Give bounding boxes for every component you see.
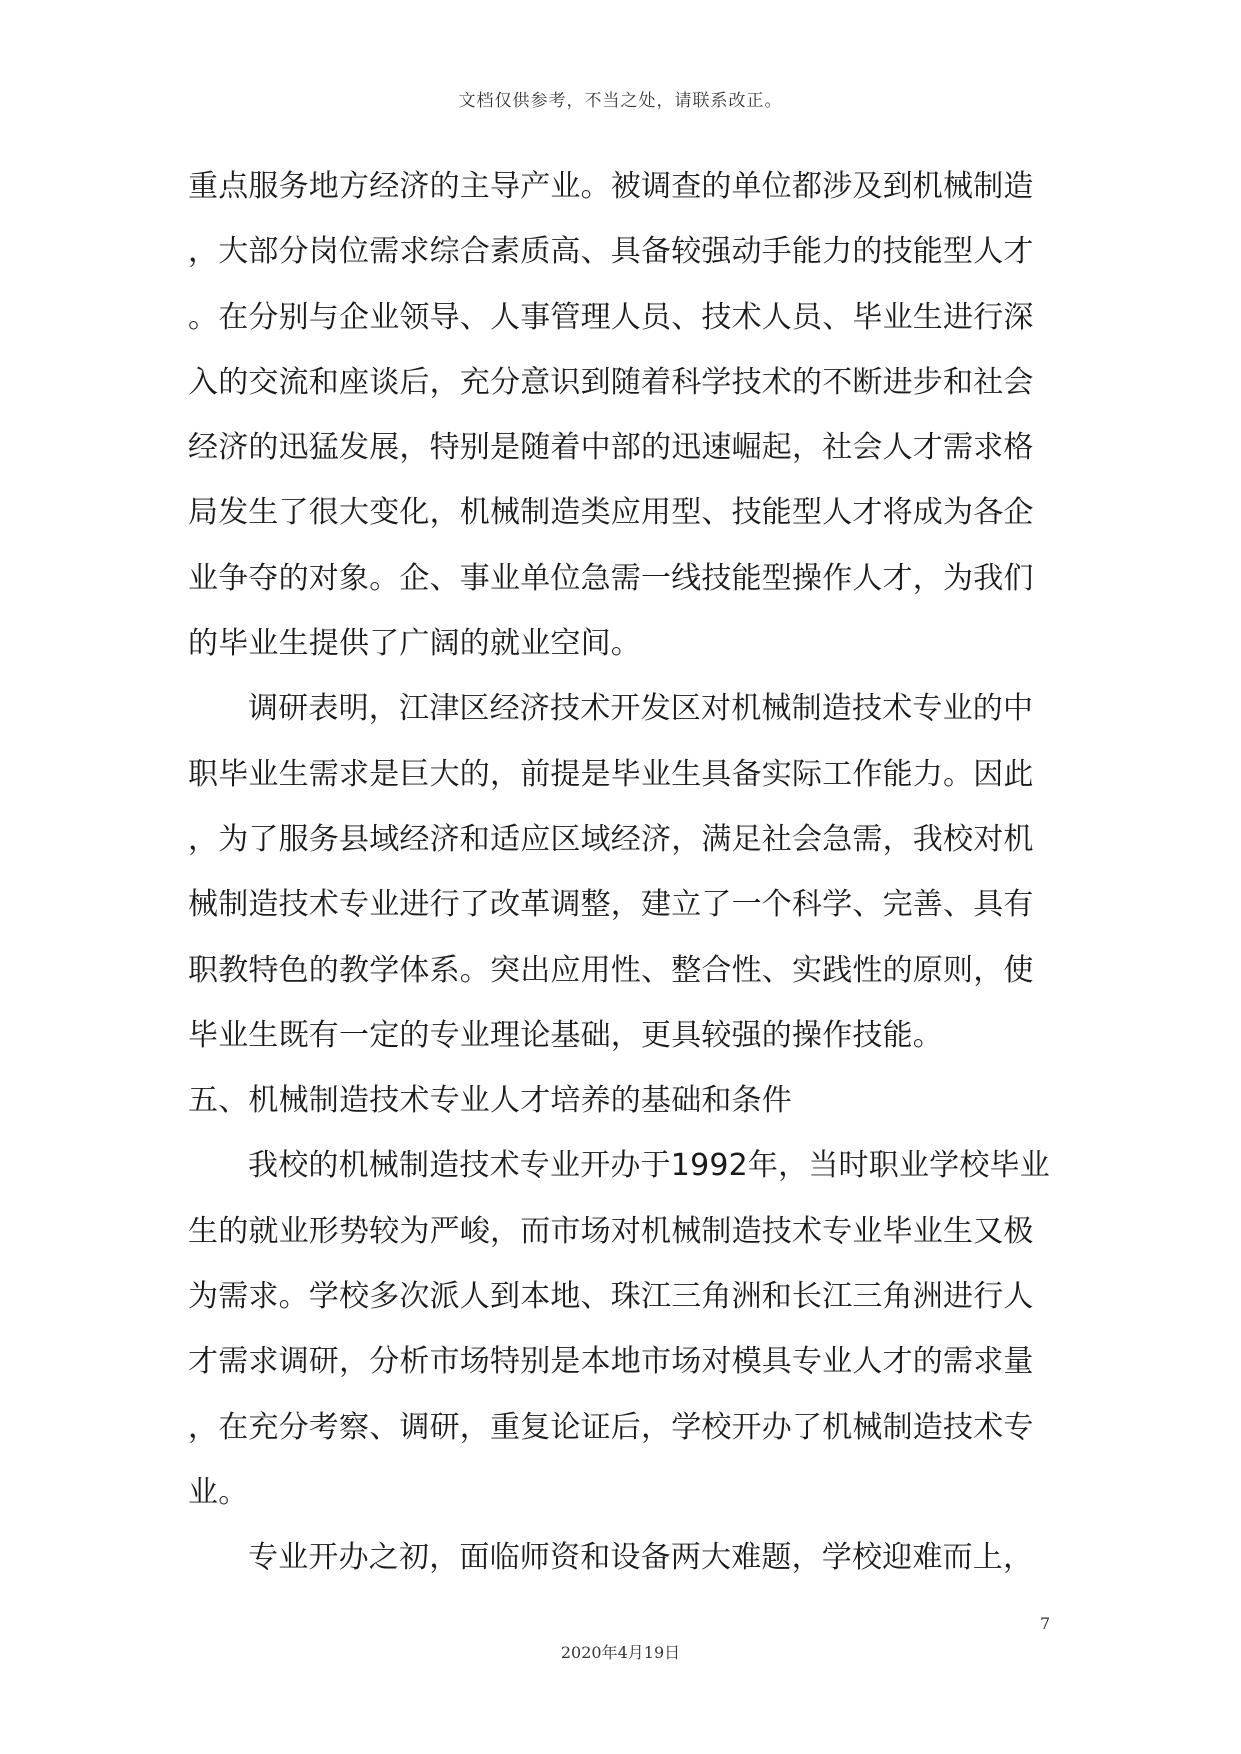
text-line: 械制造技术专业进行了改革调整，建立了一个科学、完善、具有	[188, 887, 1034, 923]
text-line: 毕业生既有一定的专业理论基础，更具较强的操作技能。	[188, 1017, 943, 1053]
text-line: ，大部分岗位需求综合素质高、具备较强动手能力的技能型人才	[188, 234, 1034, 270]
text-line: ，为了服务县域经济和适应区域经济，满足社会急需，我校对机	[188, 821, 1034, 857]
paragraph-start-line: 我校的机械制造技术专业开办于1992年，当时职业学校毕业	[248, 1148, 1050, 1184]
page-number: 7	[1040, 1614, 1051, 1633]
page-header-note: 文档仅供参考，不当之处，请联系改正。	[458, 91, 783, 111]
text-line: 。在分别与企业领导、人事管理人员、技术人员、毕业生进行深	[188, 299, 1034, 335]
text-line: 局发生了很大变化，机械制造类应用型、技能型人才将成为各企	[188, 495, 1034, 531]
text-line: 职教特色的教学体系。突出应用性、整合性、实践性的原则，使	[188, 952, 1034, 988]
text-line: ，在充分考察、调研，重复论证后，学校开办了机械制造技术专	[188, 1409, 1034, 1445]
document-body	[188, 154, 1050, 1591]
text-line: 业。	[188, 1474, 249, 1510]
text-line: 入的交流和座谈后，充分意识到随着科学技术的不断进步和社会	[188, 364, 1034, 400]
text-line: 职毕业生需求是巨大的，前提是毕业生具备实际工作能力。因此	[188, 756, 1034, 792]
text-line: 生的就业形势较为严峻，而市场对机械制造技术专业毕业生又极	[188, 1213, 1034, 1249]
text-line: 的毕业生提供了广阔的就业空间。	[188, 626, 641, 662]
section-heading: 五、机械制造技术专业人才培养的基础和条件	[188, 1083, 792, 1119]
paragraph-start-line: 调研表明，江津区经济技术开发区对机械制造技术专业的中	[248, 691, 1034, 727]
text-line: 经济的迅猛发展，特别是随着中部的迅速崛起，社会人才需求格	[188, 430, 1034, 466]
text-line: 才需求调研，分析市场特别是本地市场对模具专业人才的需求量	[188, 1344, 1034, 1380]
text-line: 为需求。学校多次派人到本地、珠江三角洲和长江三角洲进行人	[188, 1279, 1034, 1315]
footer-date: 2020年4月19日	[560, 1643, 681, 1662]
text-line: 业争夺的对象。企、事业单位急需一线技能型操作人才，为我们	[188, 560, 1034, 596]
paragraph-start-line: 专业开办之初，面临师资和设备两大难题，学校迎难而上，	[248, 1540, 1034, 1576]
text-line: 重点服务地方经济的主导产业。被调查的单位都涉及到机械制造	[188, 169, 1034, 204]
